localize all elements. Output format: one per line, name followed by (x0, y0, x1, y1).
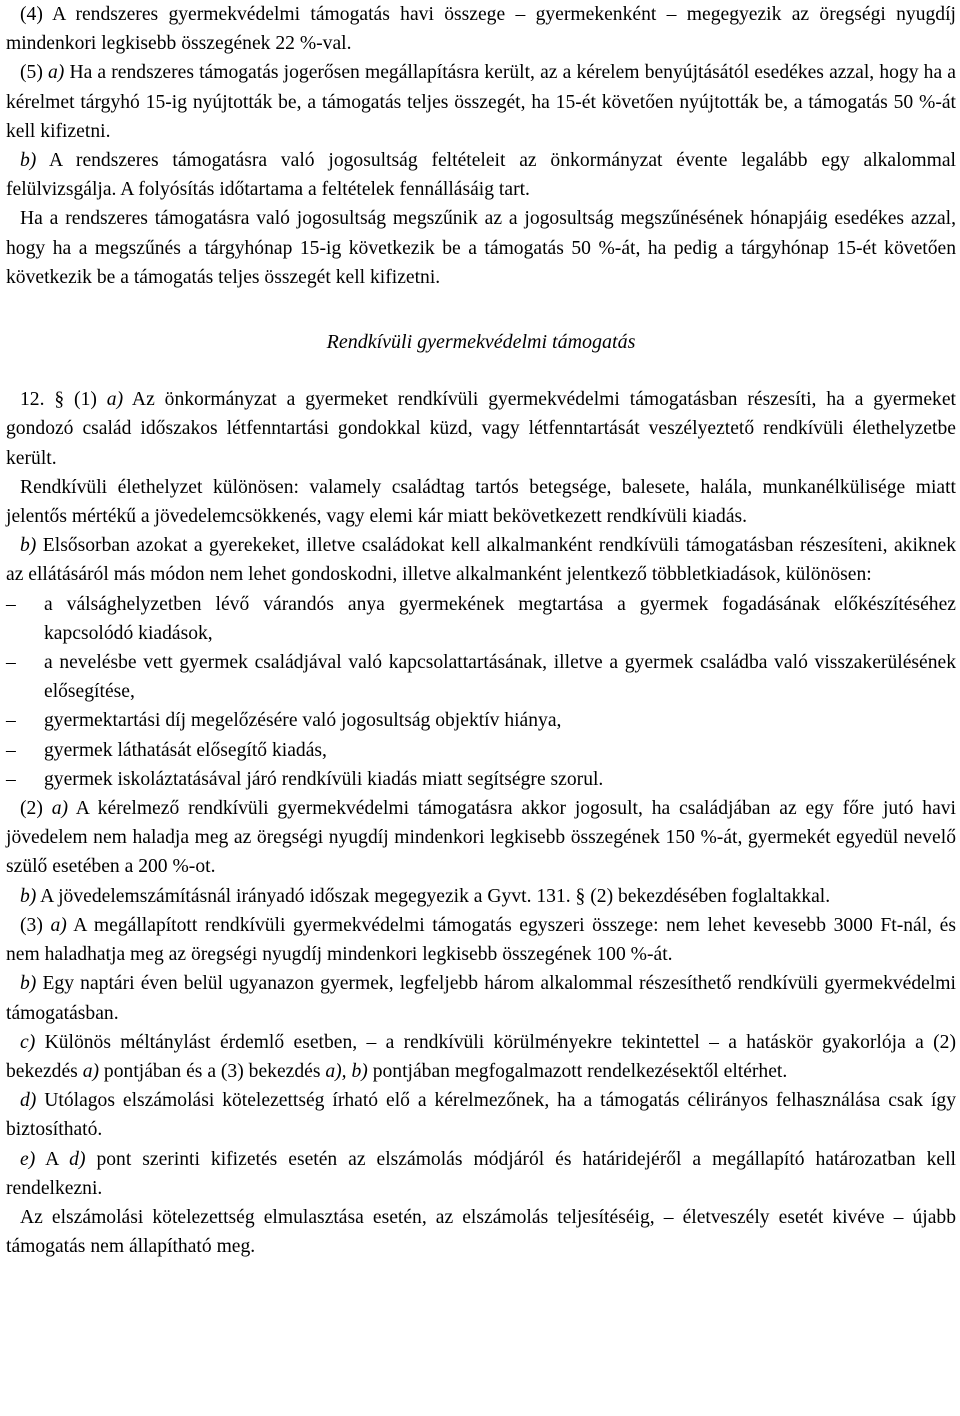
paragraph-settlement-omission: Az elszámolási kötelezettség elmulasztása esetén, az elszámolás teljesítéséig, – életveszély esetét kivéve – újabb támogatás nem állapítható meg. (6, 1206, 956, 1258)
paragraph-text: Egy naptári éven belül ugyanazon gyermek, legfeljebb három alkalommal részesíthető rendkívüli gyermekvédelmi támogatásban. (6, 973, 956, 1024)
paragraph-12-3a (6, 911, 956, 969)
paragraph-12-2b (6, 882, 956, 911)
paragraph-prefix: (3) (20, 914, 51, 936)
paragraph-text: A kérelmező rendkívüli gyermekvédelmi támogatásra akkor jogosult, ha családjában az egy főre jutó havi jövedelem nem haladja meg az öregségi nyugdíj mindenkori legkisebb összegének 150 %-át, gyermekét egyedül nevelő szülő esetében a 200 %-ot. (6, 798, 957, 878)
point-label: a) (50, 914, 67, 936)
point-label: d) (20, 1090, 37, 1112)
paragraph-12-2a (6, 794, 956, 882)
paragraph-prefix: 12. § (1) (20, 389, 107, 411)
document-page (6, 0, 956, 1261)
dash-item-1: – a válsághelyzetben lévő várandós anya gyermekének megtartása a gyermek fogadásának előkészítéséhez kapcsolódó kiadások, (6, 590, 956, 648)
paragraph-12-3e (6, 1145, 956, 1203)
point-label: a) (82, 1060, 100, 1082)
point-label: a), b) (325, 1060, 368, 1082)
paragraph-text: Ha a rendszeres támogatás jogerősen megállapításra került, az a kérelem benyújtásától esedékes azzal, hogy ha a kérelmet tárgyhó 15-ig nyújtották be, a támogatás teljes összegét, ha 15-ét követően nyújtották be, a támogatás 50 %-át kell kifizetni. (6, 62, 956, 142)
paragraph-prefix: (2) (20, 798, 52, 820)
paragraph-12-1a (6, 385, 956, 473)
paragraph-text: pont szerinti kifizetés esetén az elszámolás módjáról és határidejéről a megállapító határozatban kell rendelkezni. (6, 1148, 956, 1199)
point-label: e) (20, 1148, 36, 1170)
paragraph-text: Utólagos elszámolási kötelezettség írható elő a kérelmezőnek, ha a támogatás célirányos felhasználása csak így biztosítható. (6, 1090, 956, 1141)
paragraph-prefix: (5) (20, 62, 48, 84)
paragraph-4: (4) A rendszeres gyermekvédelmi támogatás havi összege – gyermekenként – megegyezik az öregségi nyugdíj mindenkori legkisebb összegének 22 %-val. (6, 4, 956, 55)
dash-item-2: – a nevelésbe vett gyermek családjával való kapcsolattartásának, illetve a gyermek családba való visszakerülésének elősegítése, (6, 648, 956, 706)
paragraph-5b (6, 146, 956, 204)
paragraph-text: pontjában megfogalmazott rendelkezésektől eltérhet. (367, 1060, 788, 1082)
paragraph-termination: Ha a rendszeres támogatásra való jogosultság megszűnik az a jogosultság megszűnésének hónapjáig esedékes azzal, hogy ha a megszűnés a tárgyhónap 15-ig következik be a támogatás 50 %-át, ha pedig a tárgyhónap 15-ét követően következik be a támogatás teljes összegét kell kifizetni. (6, 208, 956, 288)
paragraph-12-3d (6, 1086, 956, 1144)
paragraph-12-1b (6, 531, 956, 589)
section-title: Rendkívüli gyermekvédelmi támogatás (326, 331, 636, 354)
dash-item-5: – gyermek iskoláztatásával járó rendkívüli kiadás miatt segítségre szorul. (6, 765, 956, 794)
paragraph-text: A jövedelemszámításnál irányadó időszak megegyezik a Gyvt. 131. § (2) bekezdésében foglaltakkal. (36, 885, 831, 907)
point-label: c) (20, 1031, 36, 1053)
point-label: b) (20, 973, 37, 995)
point-label: a) (51, 798, 69, 820)
paragraph-text: Elsősorban azokat a gyerekeket, illetve családokat kell alkalmanként rendkívüli támogatásban részesíteni, akiknek az ellátásáról más módon nem lehet gondoskodni, illetve alkalmanként jelentkező többletkiadások, különösen: (6, 535, 956, 586)
point-label: a) (106, 389, 124, 411)
paragraph-5a (6, 58, 956, 146)
paragraph-text: Különös méltánylást érdemlő esetben, – a rendkívüli körülményekre tekintettel – a hatáskör gyakorlója a (2) bekezdés (6, 1031, 956, 1082)
paragraph-emergency-definition: Rendkívüli élethelyzet különösen: valamely családtag tartós betegsége, balesete, halála, munkanélkülisége miatt jelentős mértékű a jövedelemcsökkenés, vagy elemi kár miatt bekövetkezett rendkívüli kiadás. (6, 476, 956, 528)
paragraph-12-3b (6, 969, 956, 1027)
point-label: b) (20, 885, 37, 907)
dash-item-4: – gyermek láthatását elősegítő kiadás, (6, 736, 956, 765)
point-label: a) (47, 62, 65, 84)
paragraph-text: A (35, 1148, 70, 1170)
point-label: b) (20, 150, 37, 172)
paragraph-text: A megállapított rendkívüli gyermekvédelmi támogatás egyszeri összege: nem lehet kevesebb 3000 Ft-nál, és nem haladhatja meg az öregségi nyugdíj mindenkori legkisebb összegének 100 %-át. (6, 914, 956, 966)
point-label: b) (20, 535, 37, 557)
paragraph-12-3c (6, 1028, 956, 1086)
paragraph-text: A rendszeres támogatásra való jogosultság feltételeit az önkormányzat évente legalább egy alkalommal felülvizsgálja. A folyósítás időtartama a feltételek fennállásáig tart. (6, 150, 956, 201)
paragraph-text: pontjában és a (3) bekezdés (99, 1060, 326, 1082)
dash-item-3: – gyermektartási díj megelőzésére való jogosultság objektív hiánya, (6, 706, 956, 735)
point-label: d) (69, 1148, 86, 1170)
paragraph-text: Az önkormányzat a gyermeket rendkívüli gyermekvédelmi támogatásban részesíti, ha a gyermeket gondozó család időszakos létfenntartási gondokkal küzd, vagy létfenntartását veszélyeztető rendkívüli élethelyzetbe került. (6, 389, 956, 469)
